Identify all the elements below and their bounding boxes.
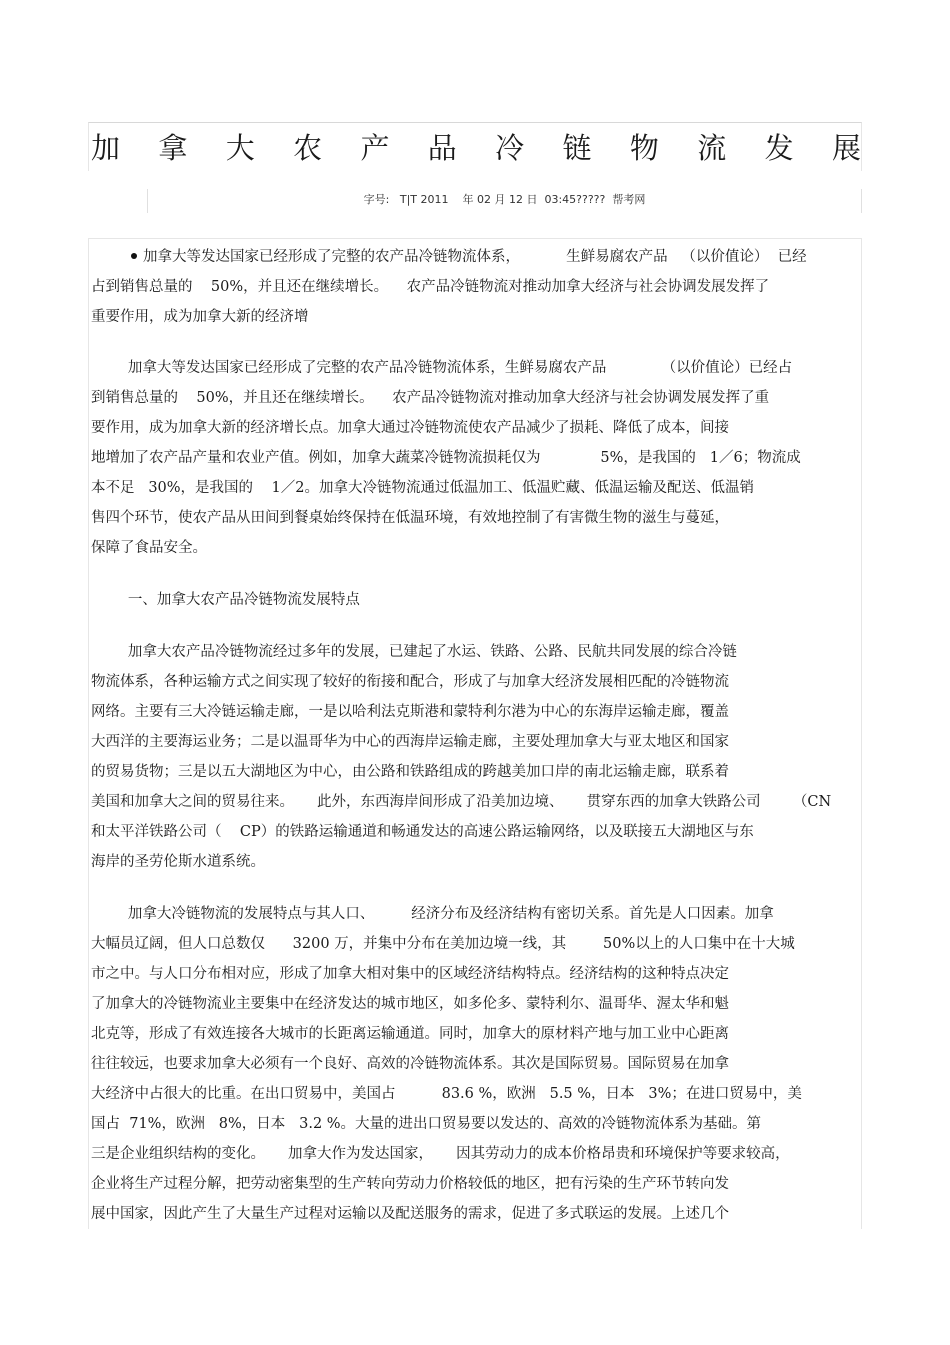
summary-line: 重要作用，成为加拿大新的经济增 — [91, 309, 309, 325]
summary-line: 加拿大等发达国家已经形成了完整的农产品冷链物流体系， 生鲜易腐农产品 （以价值论） 已经 — [91, 242, 859, 272]
paragraph-intro — [91, 353, 859, 563]
paragraph-line: 往往较远，也要求加拿大必须有一个良好、高效的冷链物流体系。其次是国际贸易。国际贸易在加拿 — [91, 1056, 729, 1072]
paragraph-line: 北克等，形成了有效连接各大城市的长距离运输通道。同时，加拿大的原材料产地与加工业中心距离 — [91, 1026, 729, 1042]
meta-box — [147, 189, 862, 213]
paragraph-line: 大西洋的主要海运业务；二是以温哥华为中心的西海岸运输走廊，主要处理加拿大与亚太地区和国家 — [91, 734, 729, 750]
paragraph-line: 要作用，成为加拿大新的经济增长点。加拿大通过冷链物流使农产品减少了损耗、降低了成本，间接 — [91, 420, 729, 436]
paragraph-line: 加拿大冷链物流的发展特点与其人口、 经济分布及经济结构有密切关系。首先是人口因素。加拿 — [91, 906, 774, 922]
paragraph-line: 加拿大农产品冷链物流经过多年的发展，已建起了水运、铁路、公路、民航共同发展的综合冷链 — [91, 644, 737, 660]
paragraph-line: 地增加了农产品产量和农业产值。例如，加拿大蔬菜冷链物流损耗仅为 5%，是我国的 1／6；物流成 — [91, 450, 801, 466]
paragraph-line: 售四个环节，使农产品从田间到餐桌始终保持在低温环境，有效地控制了有害微生物的滋生与蔓延， — [91, 510, 729, 526]
article-title — [91, 131, 861, 165]
paragraph-line: 美国和加拿大之间的贸易往来。 此外，东西海岸间形成了沿美加边境、 贯穿东西的加拿大铁路公司 （CN — [91, 794, 832, 810]
paragraph-line: 了加拿大的冷链物流业主要集中在经济发达的城市地区，如多伦多、蒙特利尔、温哥华、渥太华和魁 — [91, 996, 729, 1012]
paragraph-line: 和太平洋铁路公司（ CP）的铁路运输通道和畅通发达的高速公路运输网络，以及联接五大湖地区与东 — [91, 824, 754, 840]
bullet-icon — [131, 253, 137, 259]
paragraph-line: 市之中。与人口分布相对应，形成了加拿大相对集中的区域经济结构特点。经济结构的这种特点决定 — [91, 966, 729, 982]
paragraph-line: 网络。主要有三大冷链运输走廊，一是以哈利法克斯港和蒙特利尔港为中心的东海岸运输走廊，覆盖 — [91, 704, 729, 720]
title-char: 发 — [764, 131, 794, 165]
paragraph-line: 国占 71%，欧洲 8%，日本 3.2 %。大量的进出口贸易要以发达的、高效的冷链物流体系为基础。第 — [91, 1116, 762, 1132]
paragraph-line: 企业将生产过程分解，把劳动密集型的生产转向劳动力价格较低的地区，把有污染的生产环节转向发 — [91, 1176, 729, 1192]
title-char: 冷 — [495, 131, 525, 165]
summary-paragraph — [91, 242, 859, 332]
title-char: 大 — [225, 131, 255, 165]
paragraph-factors — [91, 899, 859, 1229]
paragraph-line: 大经济中占很大的比重。在出口贸易中，美国占 83.6 %，欧洲 5.5 %，日本 3%；在进口贸易中，美 — [91, 1086, 802, 1102]
heading-line: 一、加拿大农产品冷链物流发展特点 — [91, 592, 360, 608]
paragraph-corridors — [91, 637, 859, 877]
title-char: 产 — [360, 131, 390, 165]
title-char: 加 — [91, 131, 121, 165]
paragraph-line: 到销售总量的 50%，并且还在继续增长。 农产品冷链物流对推动加拿大经济与社会协调发展发挥了重 — [91, 390, 770, 406]
title-char: 展 — [831, 131, 861, 165]
paragraph-line: 本不足 30%，是我国的 1／2。加拿大冷链物流通过低温加工、低温贮藏、低温运输及配送、低温销 — [91, 480, 754, 496]
paragraph-line: 保障了食品安全。 — [91, 540, 207, 556]
title-char: 农 — [293, 131, 323, 165]
paragraph-line: 物流体系，各种运输方式之间实现了较好的衔接和配合，形成了与加拿大经济发展相匹配的冷链物流 — [91, 674, 729, 690]
paragraph-line: 三是企业组织结构的变化。 加拿大作为发达国家， 因其劳动力的成本价格昂贵和环境保护等要求较高， — [91, 1146, 790, 1162]
section-heading — [91, 585, 859, 615]
article-meta: 字号: T|T 2011 年 02 月 12 日 03:45????? 帮考网 — [363, 193, 646, 206]
title-char: 拿 — [158, 131, 188, 165]
title-box — [88, 122, 862, 171]
paragraph-line: 加拿大等发达国家已经形成了完整的农产品冷链物流体系，生鲜易腐农产品 （以价值论）已经占 — [91, 360, 793, 376]
paragraph-line: 大幅员辽阔，但人口总数仅 3200 万，并集中分布在美加边境一线，其 50%以上的人口集中在十大城 — [91, 936, 795, 952]
paragraph-line: 海岸的圣劳伦斯水道系统。 — [91, 854, 265, 870]
title-char: 链 — [562, 131, 592, 165]
paragraph-line: 展中国家，因此产生了大量生产过程对运输以及配送服务的需求，促进了多式联运的发展。上述几个 — [91, 1206, 729, 1222]
title-char: 物 — [629, 131, 659, 165]
article-body — [88, 238, 862, 1229]
title-char: 品 — [427, 131, 457, 165]
summary-line: 占到销售总量的 50%，并且还在继续增长。 农产品冷链物流对推动加拿大经济与社会协调发展发挥了 — [91, 279, 770, 295]
title-char: 流 — [697, 131, 727, 165]
paragraph-line: 的贸易货物；三是以五大湖地区为中心，由公路和铁路组成的跨越美加口岸的南北运输走廊，联系着 — [91, 764, 729, 780]
